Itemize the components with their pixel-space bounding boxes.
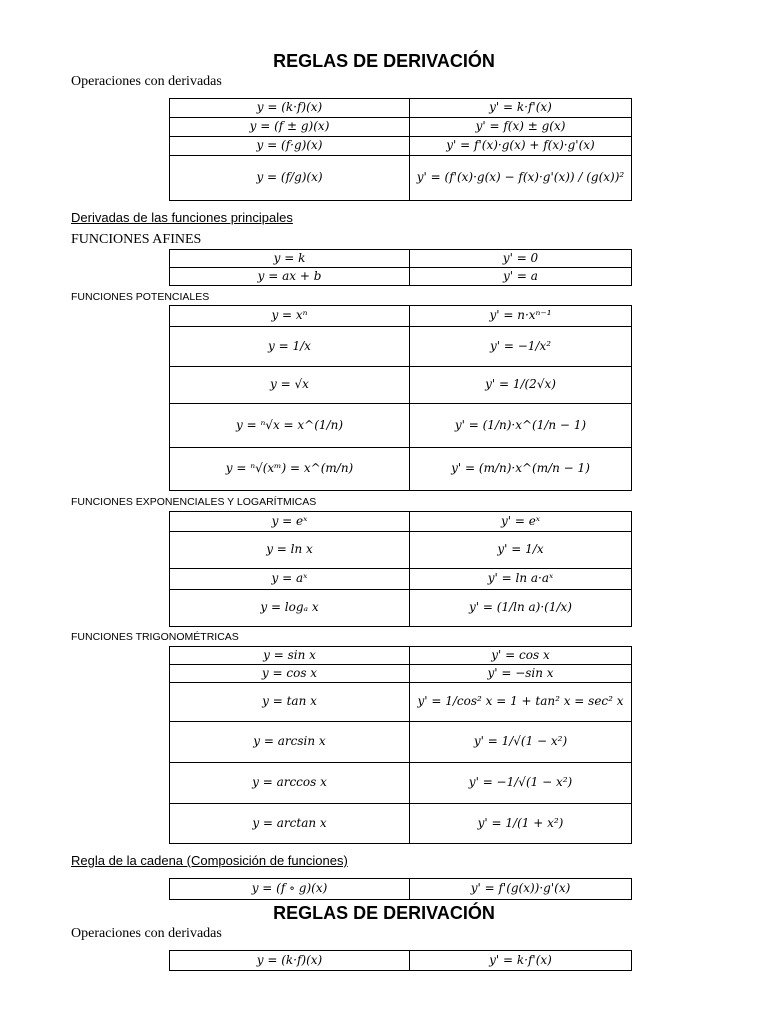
- derivative-cell: y' = f'(x)·g(x) + f(x)·g'(x): [410, 137, 632, 156]
- function-cell: y = ⁿ√(xᵐ) = x^(m/n): [170, 448, 410, 491]
- ops-table: [169, 98, 632, 201]
- function-cell: y = logₐ x: [170, 590, 410, 627]
- table-row: [170, 327, 632, 367]
- page-title: REGLAS DE DERIVACIÓN: [273, 51, 495, 71]
- function-cell: y = (f/g)(x): [170, 156, 410, 201]
- derivative-cell: y' = 1/(1 + x²): [410, 804, 632, 844]
- derivative-cell: y' = (1/n)·x^(1/n − 1): [410, 404, 632, 448]
- derivative-cell: y' = 1/x: [410, 532, 632, 569]
- derivative-cell: y' = n·xⁿ⁻¹: [410, 306, 632, 327]
- function-cell: y = ⁿ√x = x^(1/n): [170, 404, 410, 448]
- derivative-cell: y' = −1/√(1 − x²): [410, 763, 632, 804]
- ops-table-repeat: [169, 950, 632, 971]
- cadena-heading: Regla de la cadena (Composición de funciones): [71, 853, 348, 868]
- table-row: [170, 99, 632, 118]
- table-row: [170, 512, 632, 532]
- table-row: [170, 137, 632, 156]
- ops-heading-repeat: Operaciones con derivadas: [71, 926, 222, 941]
- exponenciales-heading: FUNCIONES EXPONENCIALES Y LOGARÍTMICAS: [71, 496, 317, 508]
- table-row: [170, 532, 632, 569]
- table-row: [170, 647, 632, 665]
- table-row: [170, 590, 632, 627]
- table-row: [170, 118, 632, 137]
- table-row: [170, 268, 632, 286]
- derivative-cell: y' = k·f'(x): [410, 99, 632, 118]
- table-row: [170, 404, 632, 448]
- derivative-cell: y' = 1/(2√x): [410, 367, 632, 404]
- table-row: [170, 367, 632, 404]
- table-row: [170, 804, 632, 844]
- function-cell: y = (f ∘ g)(x): [170, 879, 410, 900]
- table-row: [170, 156, 632, 201]
- derivative-cell: y' = −1/x²: [410, 327, 632, 367]
- table-row: [170, 722, 632, 763]
- function-cell: y = sin x: [170, 647, 410, 665]
- derivative-cell: y' = (m/n)·x^(m/n − 1): [410, 448, 632, 491]
- trig-heading: FUNCIONES TRIGONOMÉTRICAS: [71, 631, 239, 643]
- function-cell: y = ln x: [170, 532, 410, 569]
- function-cell: y = arctan x: [170, 804, 410, 844]
- page-title-repeat: REGLAS DE DERIVACIÓN: [273, 903, 495, 923]
- potenciales-table: [169, 305, 632, 491]
- function-cell: y = eˣ: [170, 512, 410, 532]
- function-cell: y = 1/x: [170, 327, 410, 367]
- function-cell: y = (f ± g)(x): [170, 118, 410, 137]
- function-cell: y = (k·f)(x): [170, 99, 410, 118]
- principal-heading: Derivadas de las funciones principales: [71, 210, 293, 225]
- derivative-cell: y' = a: [410, 268, 632, 286]
- table-row: [170, 448, 632, 491]
- table-row: [170, 683, 632, 722]
- function-cell: y = tan x: [170, 683, 410, 722]
- potenciales-heading: FUNCIONES POTENCIALES: [71, 291, 210, 303]
- function-cell: y = (f·g)(x): [170, 137, 410, 156]
- function-cell: y = (k·f)(x): [170, 951, 410, 971]
- cadena-table: [169, 878, 632, 900]
- table-row: [170, 665, 632, 683]
- function-cell: y = xⁿ: [170, 306, 410, 327]
- derivative-cell: y' = k·f'(x): [410, 951, 632, 971]
- function-cell: y = k: [170, 250, 410, 268]
- exponenciales-table: [169, 511, 632, 627]
- function-cell: y = arccos x: [170, 763, 410, 804]
- function-cell: y = aˣ: [170, 569, 410, 590]
- ops-heading: Operaciones con derivadas: [71, 74, 222, 89]
- afines-table: [169, 249, 632, 286]
- derivative-cell: y' = (f'(x)·g(x) − f(x)·g'(x)) / (g(x))²: [410, 156, 632, 201]
- table-row: [170, 306, 632, 327]
- function-cell: y = cos x: [170, 665, 410, 683]
- function-cell: y = ax + b: [170, 268, 410, 286]
- derivative-cell: y' = (1/ln a)·(1/x): [410, 590, 632, 627]
- afines-heading: FUNCIONES AFINES: [71, 232, 202, 247]
- table-row: [170, 763, 632, 804]
- derivative-cell: y' = cos x: [410, 647, 632, 665]
- function-cell: y = √x: [170, 367, 410, 404]
- table-row: [170, 879, 632, 900]
- derivative-cell: y' = −sin x: [410, 665, 632, 683]
- function-cell: y = arcsin x: [170, 722, 410, 763]
- derivative-cell: y' = f(x) ± g(x): [410, 118, 632, 137]
- table-row: [170, 250, 632, 268]
- derivative-cell: y' = ln a·aˣ: [410, 569, 632, 590]
- derivative-cell: y' = eˣ: [410, 512, 632, 532]
- derivative-cell: y' = f'(g(x))·g'(x): [410, 879, 632, 900]
- table-row: [170, 569, 632, 590]
- table-row: [170, 951, 632, 971]
- derivative-cell: y' = 0: [410, 250, 632, 268]
- derivative-cell: y' = 1/√(1 − x²): [410, 722, 632, 763]
- trig-table: [169, 646, 632, 844]
- derivative-cell: y' = 1/cos² x = 1 + tan² x = sec² x: [410, 683, 632, 722]
